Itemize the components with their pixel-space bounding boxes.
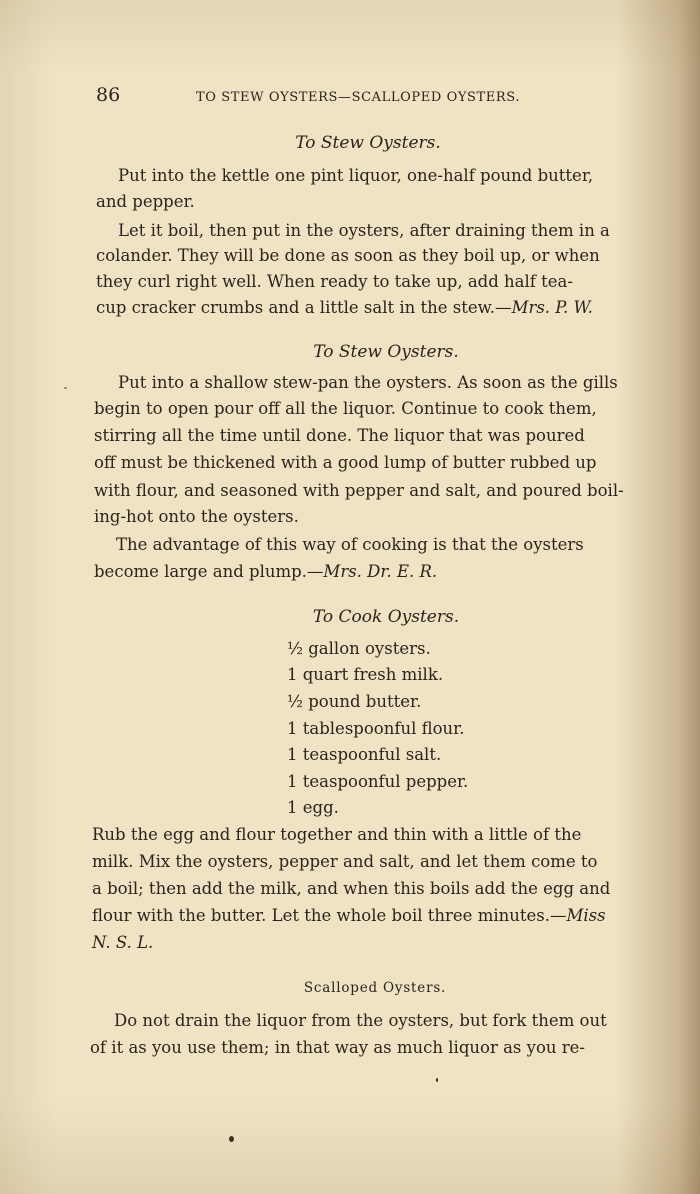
ingredient-item: 1 egg. (287, 798, 339, 817)
body-line: Rub the egg and flour together and thin with a little of the (92, 825, 582, 844)
ink-speck (64, 387, 67, 389)
running-head: TO STEW OYSTERS—SCALLOPED OYSTERS. (196, 90, 521, 105)
body-line: begin to open pour off all the liquor. Continue to cook them, (94, 399, 597, 418)
body-line-with-attribution (94, 562, 437, 582)
body-line: a boil; then add the milk, and when this boils add the egg and (92, 879, 611, 898)
body-line: and pepper. (96, 192, 195, 211)
recipe-title: To Stew Oysters. (295, 133, 441, 153)
attribution: Mrs. P. W. (511, 298, 593, 317)
body-line: colander. They will be done as soon as they boil up, or when (96, 246, 600, 265)
ingredient-item: ½ pound butter. (287, 692, 422, 711)
page-header (96, 84, 596, 108)
body-line: with flour, and seasoned with pepper and salt, and poured boil- (94, 481, 624, 500)
page-number: 86 (96, 84, 121, 106)
ink-speck (436, 1078, 438, 1082)
attribution: N. S. L. (92, 933, 154, 952)
body-text: become large and plump.— (94, 562, 324, 581)
body-line-with-attribution (96, 298, 593, 318)
body-line: Put into the kettle one pint liquor, one-half pound butter, (118, 166, 594, 185)
body-line: Do not drain the liquor from the oysters, but fork them out (114, 1011, 607, 1030)
body-text: flour with the butter. Let the whole boil three minutes.— (92, 906, 567, 925)
body-text: cup cracker crumbs and a little salt in the stew.— (96, 298, 512, 317)
ingredient-item: 1 tablespoonful flour. (287, 719, 465, 738)
recipe-title: To Stew Oysters. (313, 342, 459, 362)
ink-speck (229, 1136, 234, 1142)
body-line: stirring all the time until done. The liquor that was poured (94, 426, 585, 445)
ingredient-item: 1 quart fresh milk. (287, 665, 444, 684)
body-line: Let it boil, then put in the oysters, after draining them in a (118, 221, 610, 240)
body-line: off must be thickened with a good lump of butter rubbed up (94, 453, 597, 472)
body-line: ing-hot onto the oysters. (94, 507, 299, 526)
ingredient-item: ½ gallon oysters. (287, 639, 431, 658)
ingredient-item: 1 teaspoonful pepper. (287, 772, 469, 791)
attribution: Miss (566, 906, 606, 925)
body-line: they curl right well. When ready to take up, add half tea- (96, 272, 573, 291)
body-line: milk. Mix the oysters, pepper and salt, and let them come to (92, 852, 598, 871)
ingredient-item: 1 teaspoonful salt. (287, 745, 442, 764)
body-line: The advantage of this way of cooking is that the oysters (116, 535, 584, 554)
recipe-title: Scalloped Oysters. (303, 980, 447, 996)
body-line: Put into a shallow stew-pan the oysters. As soon as the gills (118, 373, 618, 392)
body-line-with-attribution (92, 906, 606, 926)
attribution: Mrs. Dr. E. R. (323, 562, 438, 581)
recipe-title: To Cook Oysters. (312, 607, 460, 627)
body-line: of it as you use them; in that way as much liquor as you re- (90, 1038, 585, 1057)
